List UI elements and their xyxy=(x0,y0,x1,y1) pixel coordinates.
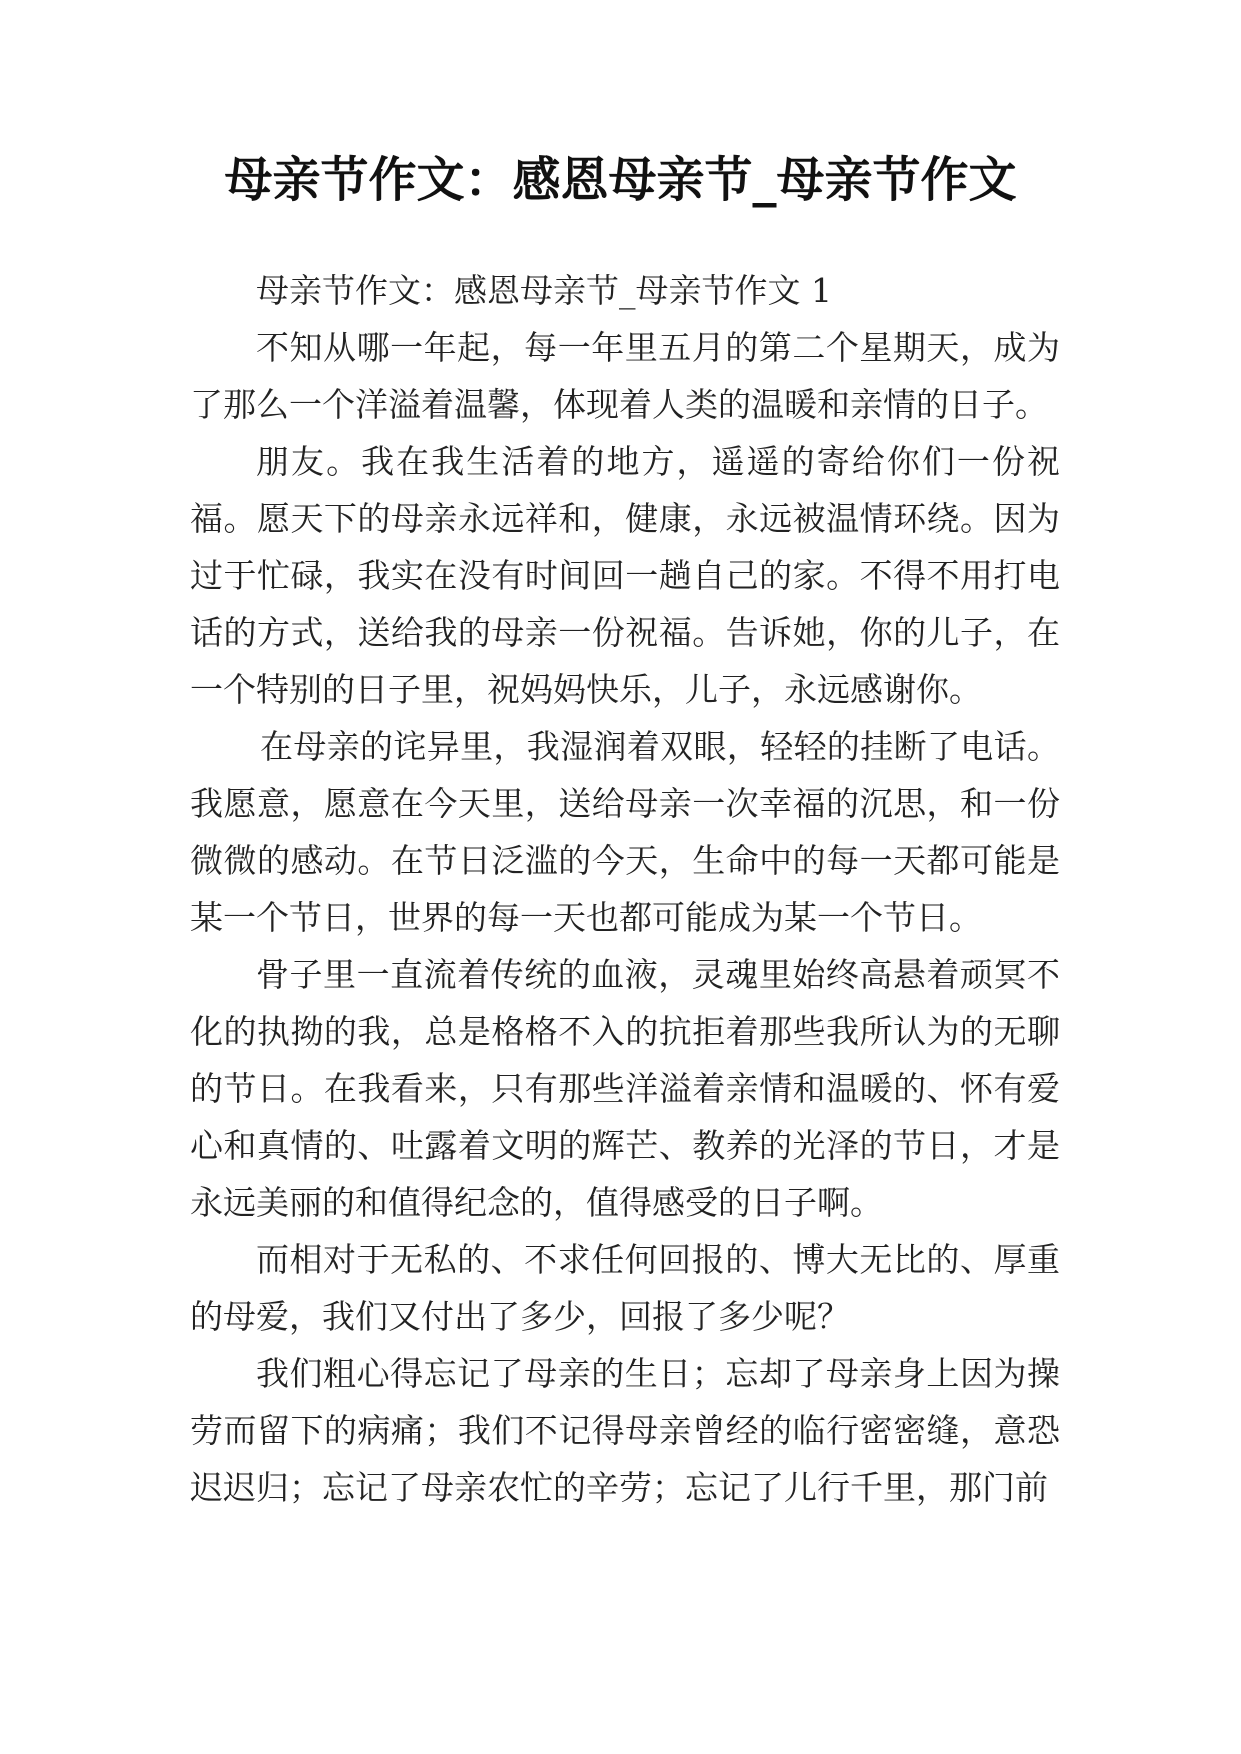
paragraph: 在母亲的诧异里，我湿润着双眼，轻轻的挂断了电话。我愿意，愿意在今天里，送给母亲一次幸福的沉思，和一份微微的感动。在节日泛滥的今天，生命中的每一天都可能是某一个节日，世界的每一天也都可能成为某一个节日。 xyxy=(190,727,1060,937)
paragraph-heading: 母亲节作文：感恩母亲节_母亲节作文 1 xyxy=(256,271,832,310)
paragraph: 而相对于无私的、不求任何回报的、博大无比的、厚重的母爱，我们又付出了多少，回报了多少呢？ xyxy=(190,1240,1060,1336)
paragraph: 不知从哪一年起，每一年里五月的第二个星期天，成为了那么一个洋溢着温馨，体现着人类的温暖和亲情的日子。 xyxy=(190,328,1060,424)
paragraph: 我们粗心得忘记了母亲的生日；忘却了母亲身上因为操劳而留下的病痛；我们不记得母亲曾经的临行密密缝，意恐迟迟归；忘记了母亲农忙的辛劳；忘记了儿行千里，那门前 xyxy=(190,1354,1060,1507)
document-title: 母亲节作文：感恩母亲节_母亲节作文 xyxy=(224,152,1017,208)
document-body xyxy=(190,262,1060,1516)
paragraph: 朋友。我在我生活着的地方，遥遥的寄给你们一份祝福。愿天下的母亲永远祥和，健康，永远被温情环绕。因为过于忙碌，我实在没有时间回一趟自己的家。不得不用打电话的方式，送给我的母亲一份祝福。告诉她，你的儿子，在一个特别的日子里，祝妈妈快乐，儿子，永远感谢你。 xyxy=(190,442,1060,709)
paragraph: 骨子里一直流着传统的血液，灵魂里始终高悬着顽冥不化的执拗的我，总是格格不入的抗拒着那些我所认为的无聊的节日。在我看来，只有那些洋溢着亲情和温暖的、怀有爱心和真情的、吐露着文明的辉芒、教养的光泽的节日，才是永远美丽的和值得纪念的，值得感受的日子啊。 xyxy=(190,955,1060,1222)
